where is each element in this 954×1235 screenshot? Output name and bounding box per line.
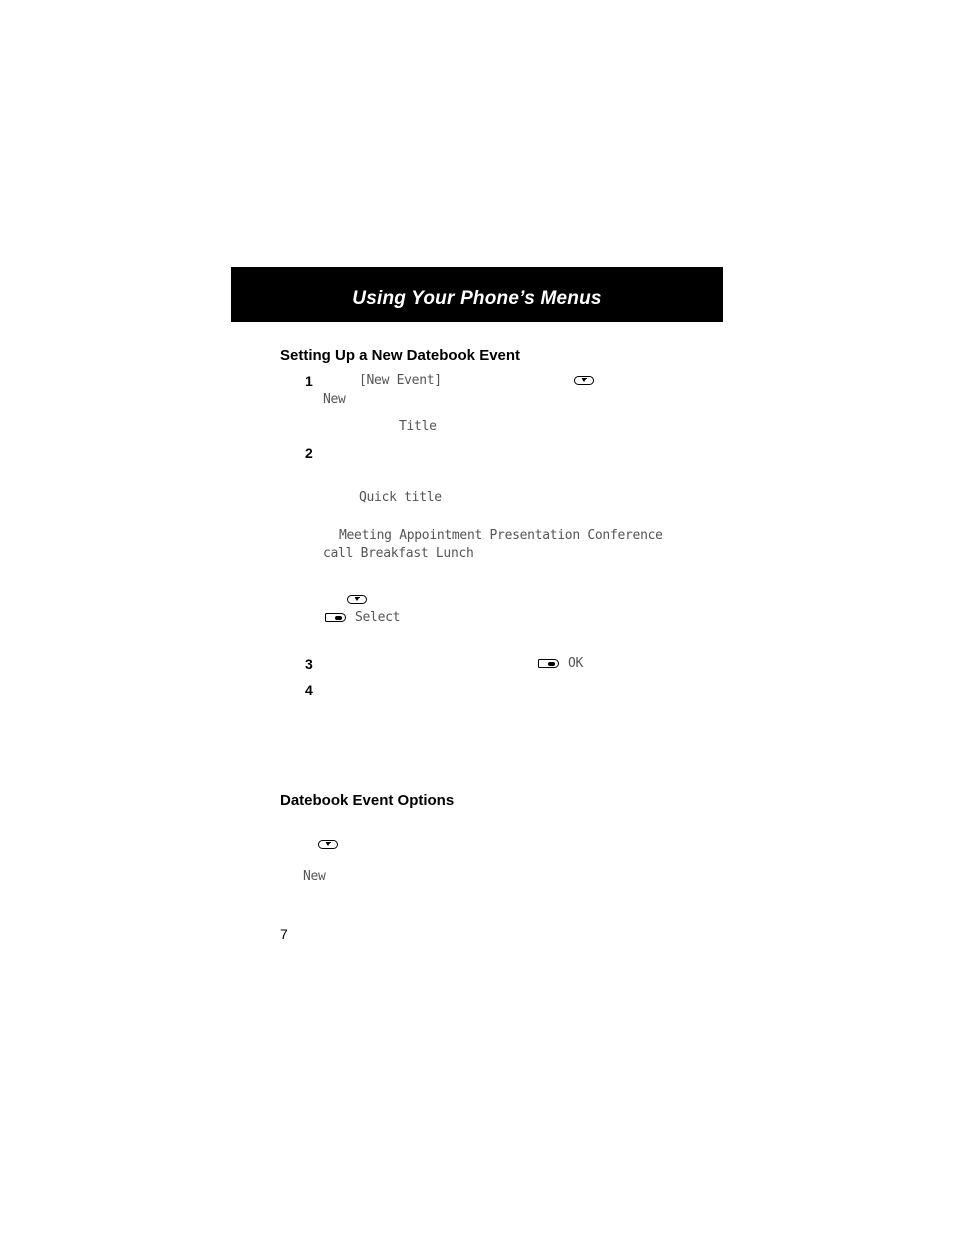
step-number-3: 3	[305, 656, 313, 672]
display-text-select: Select	[355, 610, 401, 625]
display-text-new-event: [New Event]	[359, 373, 442, 388]
display-text-quick-title: Quick title	[359, 490, 442, 505]
section-heading-datebook-event-options: Datebook Event Options	[280, 792, 455, 809]
chapter-header	[231, 267, 723, 322]
display-text-new: New	[323, 392, 346, 407]
chapter-title: Using Your Phone’s Menus	[352, 288, 602, 309]
step-number-4: 4	[305, 682, 313, 698]
step-number-1: 1	[305, 373, 313, 389]
right-soft-key-icon	[538, 659, 559, 668]
display-text-new: New	[303, 869, 326, 884]
step-number-2: 2	[305, 445, 313, 461]
page-number: 7	[280, 926, 288, 942]
right-soft-key-icon	[325, 613, 346, 622]
nav-key-icon	[347, 595, 367, 604]
section-heading-new-datebook-event: Setting Up a New Datebook Event	[280, 347, 521, 364]
display-text-event-types-line-2: call Breakfast Lunch	[323, 546, 474, 561]
display-text-title: Title	[399, 419, 437, 434]
display-text-ok: OK	[568, 656, 584, 671]
nav-key-icon	[574, 376, 594, 385]
nav-key-icon	[318, 840, 338, 849]
display-text-event-types-line-1: Meeting Appointment Presentation Conference	[339, 528, 663, 543]
